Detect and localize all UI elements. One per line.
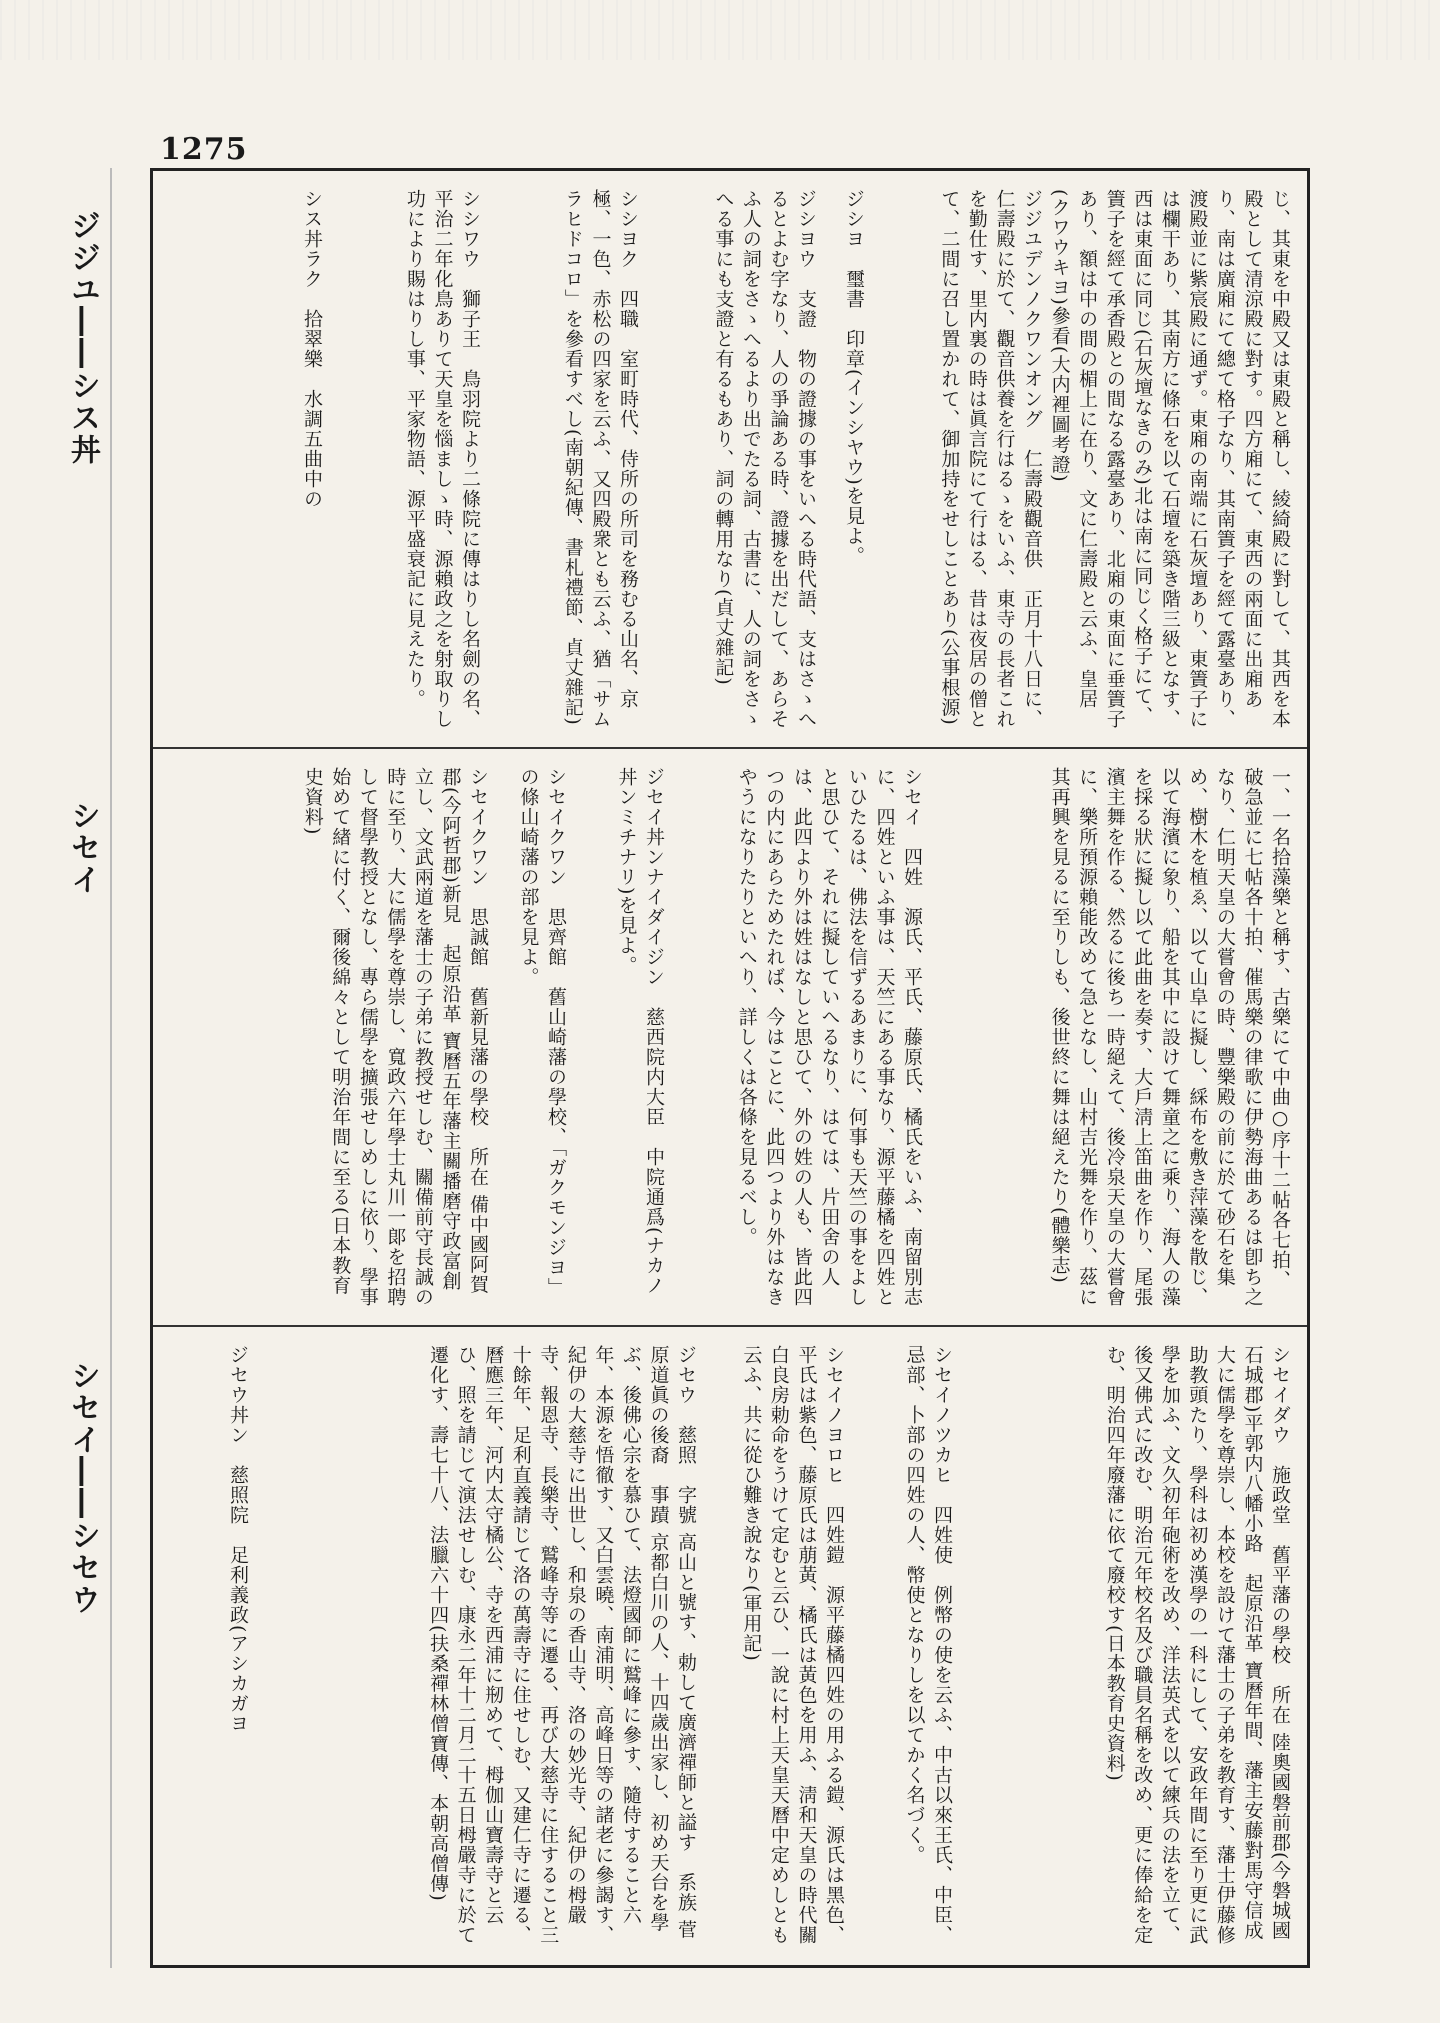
entry-column: ジセイ丼ンナイダイジン 慈西院内大臣 中院通爲(ナカノ丼ンミチナリ)を見よ。 (615, 767, 665, 1296)
entry-column: シス丼ラク 拾翠樂 水調五曲中の (301, 189, 323, 509)
entry-column: シセイダウ 施政堂 舊平藩の學校 所在 陸奧國磐前郡(今磐城國石城郡)平郭内八幡小路 起原沿革 寶曆年間、藩主安藤對馬守信成大に儒學を尊崇し、本校を設けて藩士の子弟を教育す、藩士伊藤修助教頭たり、學科は初め漢學の一科にして、安政年間に至り更に武學を加ふ、文久初年砲術を改め、洋法英式を以て練兵の法を立て、後又佛式に改む、明治元年校名及び職員名稱を改め、更に俸給を定む、明治四年廢藩に依て廢校す(日本教育史資料) (1103, 1345, 1291, 1945)
entry-column: シセイ 四姓 源氏、平氏、藤原氏、橘氏をいふ、南留別志に、四姓といふ事は、天竺にある事なり、源平藤橘を四姓といひたるは、佛法を信ずるあまりに、何事も天竺の事をよしと思ひて、それに擬していへるなり、はては、片田舍の人は、此四より外は姓はなしと思ひて、外の姓の人も、皆此四つの内にあらためたれば、今はことに、此四つより外はなきやうになりたりといへり、詳しくは各條を見るべし。 (735, 767, 923, 1307)
entry-column: ジセウ 慈照 字號 高山と號す、勅して廣濟禪師と謚す 系族 菅原道眞の後裔 事蹟 京都白川の人、十四歲出家し、初め天台を學ぶ、後佛心宗を慕ひて、法燈國師に鷲峰に參す、隨侍すること六年、本源を悟徹す、又白雲曉、南浦明、高峰日等の諸老に參謁す、紀伊の大慈寺に出世し、和泉の香山寺、洛の妙光寺、紀伊の栂嚴寺、報恩寺、長樂寺、鷲峰寺等に遷る、再び大慈寺に住すること三十餘年、足利直義請じて洛の萬壽寺に住せしむ、又建仁寺に遷る、曆應三年、河内太守橘公、寺を西浦に剏めて、栂伽山寶壽寺と云ひ、照を請じて演法せしむ、康永二年十二月二十五日栂嚴寺に於て遷化す、壽七十八、法臘六十四(扶桑禪林僧寶傳、本朝高僧傳) (427, 1345, 697, 1945)
entry-column: シセイノヨロヒ 四姓鎧 源平藤橘四姓の用ふる鎧、源氏は黑色、平氏は紫色、藤原氏は萠黃、橘氏は黃色を用ふ、淸和天皇の時代關白良房勅命をうけて定むと云ひ、一說に村上天皇天曆中定めしとも云ふ、共に從ひ難き說なり(軍用記) (740, 1345, 845, 1945)
running-head-middle: シセイ (65, 800, 100, 896)
text-band-top (153, 171, 1307, 749)
entry-column: ジジユデンノクワンオング 仁壽殿觀音供 正月十八日に、仁壽殿に於て、觀音供養を行はるゝをいふ、東寺の長者これを勤仕す、里内裏の時は眞言院にて行はる、昔は夜居の僧とて、二間に召し置かれて、御加持をせしことあり(公事根源) (938, 189, 1043, 729)
text-frame (150, 168, 1310, 1968)
entry-column: ジシヨウ 支證 物の證據の事をいへる時代語、支はさゝへるとよむ字なり、人の爭論ある時、證據を出だして、あらそふ人の詞をさゝへるより出でたる詞、古書に、人の詞をさゝへる事にも支證と有るもあり、詞の轉用なり(貞丈雜記) (712, 189, 817, 729)
entry-column: ジシヨ 璽書 印章(インシヤウ)を見よ。 (843, 189, 865, 566)
running-head-top: ジジユ――シス丼 (65, 210, 100, 466)
entry-column: ジセウ丼ン 慈照院 足利義政(アシカガヨ (227, 1345, 249, 1734)
entry-column: 一、一名拾藻樂と稱す、古樂にて中曲○序十二帖各七拍、破急並に七帖各十拍、催馬樂の律歌に伊勢海曲あるは卽ち之なり、仁明天皇の大嘗會の時、豐樂殿の前に於て砂石を集め、樹木を植ゑ、以て山阜に擬し、綵布を敷き萍藻を散じ、以て海濱に象り、船を其中に設けて舞童之に乘り、海人の藻を採る狀に擬し以て此曲を奏す、大戶淸上笛曲を作り、尾張濱主舞を作る、然るに後ち一時絕えて、後冷泉天皇の大嘗會に、樂所預源賴能改めて急となし、山村吉光舞を作り、茲に其再興を見るに至りしも、後世終に舞は絕えたり(體樂志) (1048, 767, 1291, 1307)
text-band-middle (153, 749, 1307, 1327)
entry-column: シシヨク 四職 室町時代、侍所の所司を務むる山名、京極、一色、赤松の四家を云ふ、又四殿衆とも云ふ、猶「サムラヒドコロ」を參看すべし(南朝紀傳、書札禮節、貞丈雜記) (561, 189, 639, 729)
scan-edge-noise (0, 0, 1440, 60)
entry-column: シセイクワン 思誠館 舊新見藩の學校 所在 備中國阿賀郡(今阿哲郡)新見 起原沿革 寶曆五年藩主關播磨守政富創立し、文武兩道を藩士の子弟に教授せしむ、關備前守長誠の時に至り、大に儒學を尊崇し、寬政六年學士丸川一郞を招聘して督學教授となし、專ら儒學を擴張せしめしに依り、學事始めて緖に付く、爾後綿々として明治年間に至る(日本教育史資料) (301, 767, 489, 1307)
margin-rule (110, 168, 112, 1968)
page-number: 1275 (160, 132, 248, 167)
text-band-bottom (153, 1327, 1307, 1965)
entry-column: シセイクワン 思齊館 舊山崎藩の學校、「ガクモンジヨ」の條山崎藩の部を見よ。 (517, 767, 567, 1298)
entry-column: シセイノツカヒ 四姓使 例幣の使を云ふ、中古以來王氏、中臣、忌部、卜部の四姓の人、幣使となりしを以てかく名づく。 (903, 1345, 953, 1945)
entry-column: じ、其東を中殿又は東殿と稱し、綾綺殿に對して、其西を本殿として清涼殿に對す。四方廂にて、東西の兩面に出廂あり、南は廣廂にて總て格子なり、其南簀子を經て露臺あり、渡殿並に紫宸殿に通ず。東廂の南端に石灰壇あり、東簀子には欄干あり、其南方に條石を以て石壇を築き階三級となす、西は東面に同じ(石灰壇なきのみ)北は南に同じく格子にて、簀子を經て承香殿との間なる露臺あり、北廂の東面に垂簀子あり、額は中の間の楣上に在り、文に仁壽殿と云ふ、皇居(クワウキヨ)參看(大内裡圖考證) (1048, 189, 1291, 729)
entry-column: シシワウ 獅子王 鳥羽院より二條院に傳はりし名劍の名、平治二年化鳥ありて天皇を惱ましゝ時、源賴政之を射取りし功により賜はりし事、平家物語、源平盛衰記に見えたり。 (403, 189, 481, 729)
running-head-bottom: シセイ――シセウ (65, 1360, 100, 1616)
